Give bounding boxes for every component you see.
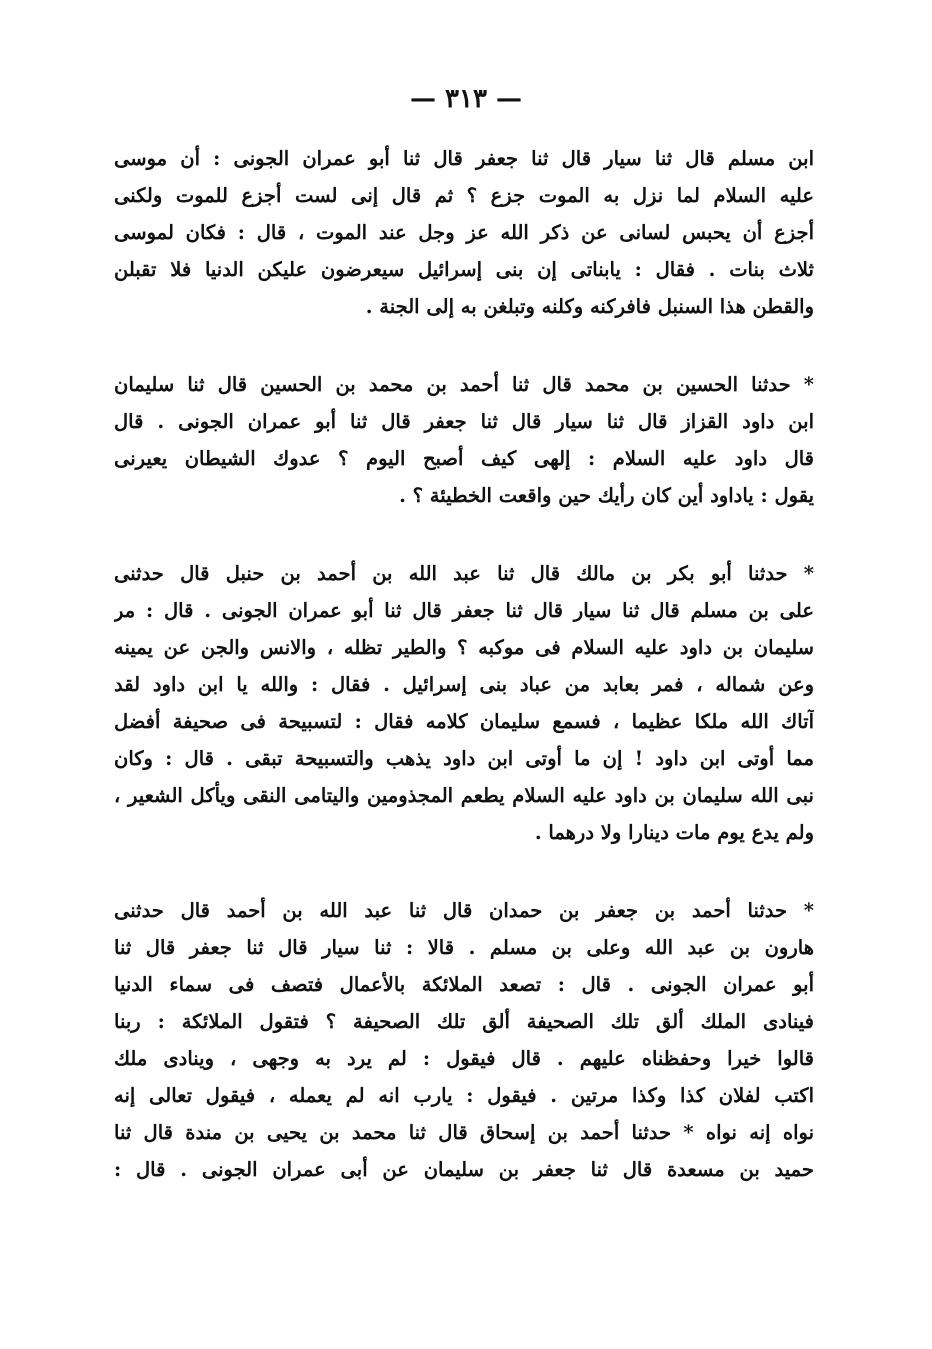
text-line: قال داود عليه السلام : إلهى كيف أصبح اليوم ؟ عدوك الشيطان يعيرنى bbox=[114, 447, 814, 470]
text-line: عليه السلام لما نزل به الموت جزع ؟ ثم قال إنى لست أجزع للموت ولكنى bbox=[114, 184, 814, 207]
text-line: * حدثنا أحمد بن جعفر بن حمدان قال ثنا عبد الله بن أحمد قال حدثنى bbox=[114, 899, 814, 922]
text-line: ابن مسلم قال ثنا سيار قال ثنا جعفر قال ثنا أبو عمران الجونى : أن موسى bbox=[114, 147, 814, 170]
paragraph-3 bbox=[114, 555, 814, 851]
text-line: * حدثنا أبو بكر بن مالك قال ثنا عبد الله بن أحمد بن حنبل قال حدثنى bbox=[114, 562, 814, 585]
text-line: وعن شماله ، فمر بعابد من عباد بنى إسرائيل . فقال : والله يا ابن داود لقد bbox=[114, 673, 814, 696]
page-number: — ٣١٣ — bbox=[409, 84, 523, 114]
body-text bbox=[114, 140, 814, 1188]
paragraph-gap bbox=[114, 325, 814, 366]
text-line: حميد بن مسعدة قال ثنا جعفر بن سليمان عن أبى عمران الجونى . قال : bbox=[114, 1158, 814, 1181]
text-line: آتاك الله ملكا عظيما ، فسمع سليمان كلامه فقال : لتسبيحة فى صحيفة أفضل bbox=[114, 710, 814, 733]
text-line: سليمان بن داود عليه السلام فى موكبه ؟ والطير تظله ، والانس والجن عن يمينه bbox=[114, 636, 814, 659]
text-line: * حدثنا الحسين بن محمد قال ثنا أحمد بن محمد بن الحسين قال ثنا سليمان bbox=[114, 373, 814, 396]
text-line: نواه إنه نواه * حدثنا أحمد بن إسحاق قال ثنا محمد بن يحيى بن مندة قال ثنا bbox=[114, 1121, 814, 1144]
text-line: نبى الله سليمان بن داود عليه السلام يطعم المجذومين واليتامى النقى ويأكل الشعير ، bbox=[114, 784, 814, 807]
text-line: ابن داود القزاز قال ثنا سيار قال ثنا جعفر قال ثنا أبو عمران الجونى . قال bbox=[114, 410, 814, 433]
paragraph-gap bbox=[114, 851, 814, 892]
paragraph-1 bbox=[114, 140, 814, 325]
text-line: يقول : ياداود أين كان رأيك حين واقعت الخطيئة ؟ . bbox=[399, 484, 814, 507]
paragraph-4 bbox=[114, 892, 814, 1188]
paragraph-2 bbox=[114, 366, 814, 514]
text-line: اكتب لفلان كذا وكذا مرتين . فيقول : يارب انه لم يعمله ، فيقول تعالى إنه bbox=[114, 1084, 814, 1107]
text-line: قالوا خيرا وحفظناه عليهم . قال فيقول : لم يرد به وجهى ، وينادى ملك bbox=[114, 1047, 814, 1070]
text-line: فينادى الملك ألق تلك الصحيفة ألق تلك الصحيفة ؟ فتقول الملائكة : ربنا bbox=[114, 1010, 814, 1033]
text-line: على بن مسلم قال ثنا سيار قال ثنا جعفر قال ثنا أبو عمران الجونى . قال : مر bbox=[114, 599, 814, 622]
text-line: أبو عمران الجونى . قال : تصعد الملائكة بالأعمال فتصف فى سماء الدنيا bbox=[114, 973, 814, 996]
paragraph-gap bbox=[114, 514, 814, 555]
text-line: مما أوتى ابن داود ! إن ما أوتى ابن داود يذهب والتسبيحة تبقى . قال : وكان bbox=[114, 747, 814, 770]
text-line: هارون بن عبد الله وعلى بن مسلم . قالا : ثنا سيار قال ثنا جعفر قال ثنا bbox=[114, 936, 814, 959]
text-line: ولم يدع يوم مات دينارا ولا درهما . bbox=[534, 821, 814, 844]
text-line: ثلاث بنات . فقال : يابناتى إن بنى إسرائيل سيعرضون عليكن الدنيا فلا تقبلن bbox=[114, 258, 814, 281]
text-line: والقطن هذا السنبل فافركنه وكلنه وتبلغن به إلى الجنة . bbox=[365, 295, 814, 318]
text-line: أجزع أن يحبس لسانى عن ذكر الله عز وجل عند الموت ، قال : فكان لموسى bbox=[114, 221, 814, 244]
